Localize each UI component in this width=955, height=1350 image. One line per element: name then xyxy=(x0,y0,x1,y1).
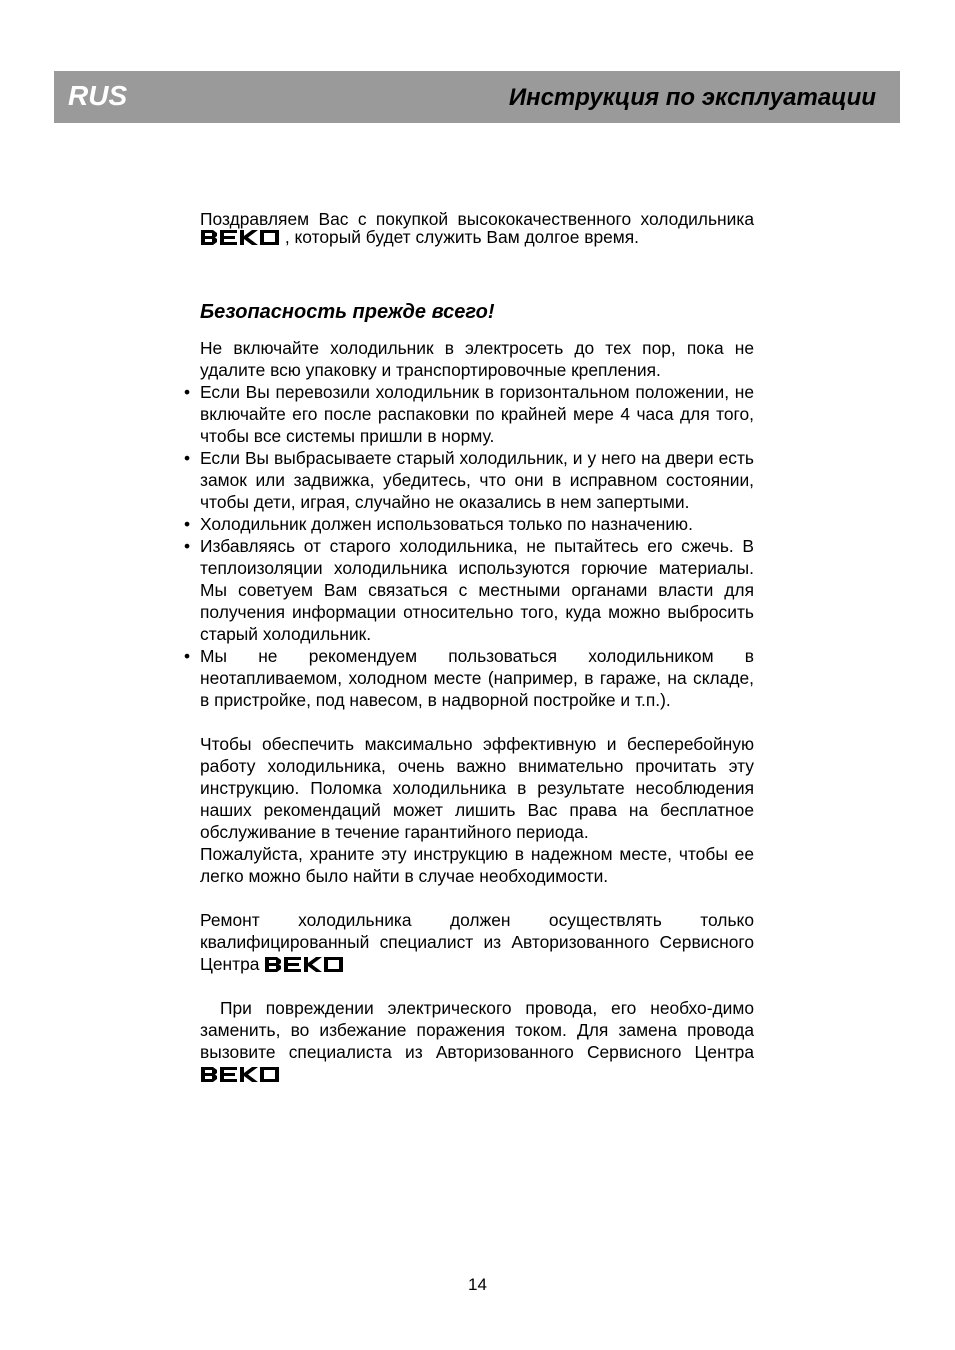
list-item xyxy=(184,645,754,711)
list-item xyxy=(184,447,754,513)
list-item xyxy=(184,381,754,447)
list-item-text: Избавляясь от старого холодильника, не пытайтесь его сжечь. В теплоизоляции холодильника используются горючие материалы. Мы советуем Вам связаться с местными органами власти для получения информации относительно того, куда можно выбросить старый холодильник. xyxy=(200,536,754,644)
list-item xyxy=(184,535,754,645)
repair-paragraph xyxy=(200,909,754,975)
cable-paragraph xyxy=(200,997,754,1085)
page-content xyxy=(184,209,754,1085)
intro-paragraph xyxy=(200,211,754,246)
instructions-paragraph: Чтобы обеспечить максимально эффективную и бесперебойную работу холодильника, очень важно внимательно прочитать эту инструкцию. Поломка холодильника в результате несоблюдения наших рекомендаций может лишить Вас права на бесплатное обслуживание в течение гарантийного периода. xyxy=(200,734,754,842)
header-bar xyxy=(54,71,900,123)
repair-text: Ремонт холодильника должен осуществлять только квалифицированный специалист из Авторизованного Сервисного Центра xyxy=(200,910,754,974)
list-item-text: Если Вы выбрасываете старый холодильник, и у него на двери есть замок или задвижка, убедитесь, что они в исправном состоянии, чтобы дети, играя, случайно не оказались в нем запертыми. xyxy=(200,448,754,512)
list-item-text: Если Вы перевозили холодильник в горизонтальном положении, не включайте его после распаковки по крайней мере 4 часа для того, чтобы все системы пришли в норму. xyxy=(200,382,754,446)
spacer xyxy=(200,711,754,733)
cable-text: При повреждении электрического провода, его необхо-димо заменить, во избежание поражения током. Для замена провода вызовите специалиста из Авторизованного Сервисного Центра xyxy=(200,998,754,1062)
bullet-marker: • xyxy=(184,536,191,556)
safety-heading: Безопасность прежде всего! xyxy=(200,301,495,323)
storage-paragraph: Пожалуйста, храните эту инструкцию в надежном месте, чтобы ее легко можно было найти в случае необходимости. xyxy=(200,844,754,886)
document-title: Инструкция по эксплуатации xyxy=(508,84,876,111)
safety-bullet-list xyxy=(184,381,754,711)
beko-logo-icon xyxy=(264,956,344,973)
list-item xyxy=(184,513,754,535)
bullet-marker: • xyxy=(184,382,191,402)
bullet-marker: • xyxy=(184,448,191,468)
spacer xyxy=(200,975,754,997)
list-item-text: Мы не рекомендуем пользоваться холодильником в неотапливаемом, холодном месте (например, в гараже, на складе, в пристройке, под навесом, в надворной постройке и т.п.). xyxy=(200,646,754,710)
safety-lead: Не включайте холодильник в электросеть до тех пор, пока не удалите всю упаковку и транспортировочные крепления. xyxy=(200,338,754,380)
list-item-text: Холодильник должен использоваться только по назначению. xyxy=(200,514,693,534)
bullet-marker: • xyxy=(184,514,191,534)
spacer xyxy=(200,887,754,909)
intro-text-part2: , который будет служить Вам долгое время. xyxy=(280,226,639,247)
intro-text-part1: Поздравляем Вас с покупкой высококачественного холодильника xyxy=(200,209,754,229)
page-number: 14 xyxy=(468,1275,487,1294)
beko-logo-icon xyxy=(200,229,280,246)
beko-logo-icon xyxy=(200,1066,280,1083)
bullet-marker: • xyxy=(184,646,191,666)
language-code: RUS xyxy=(68,80,128,111)
